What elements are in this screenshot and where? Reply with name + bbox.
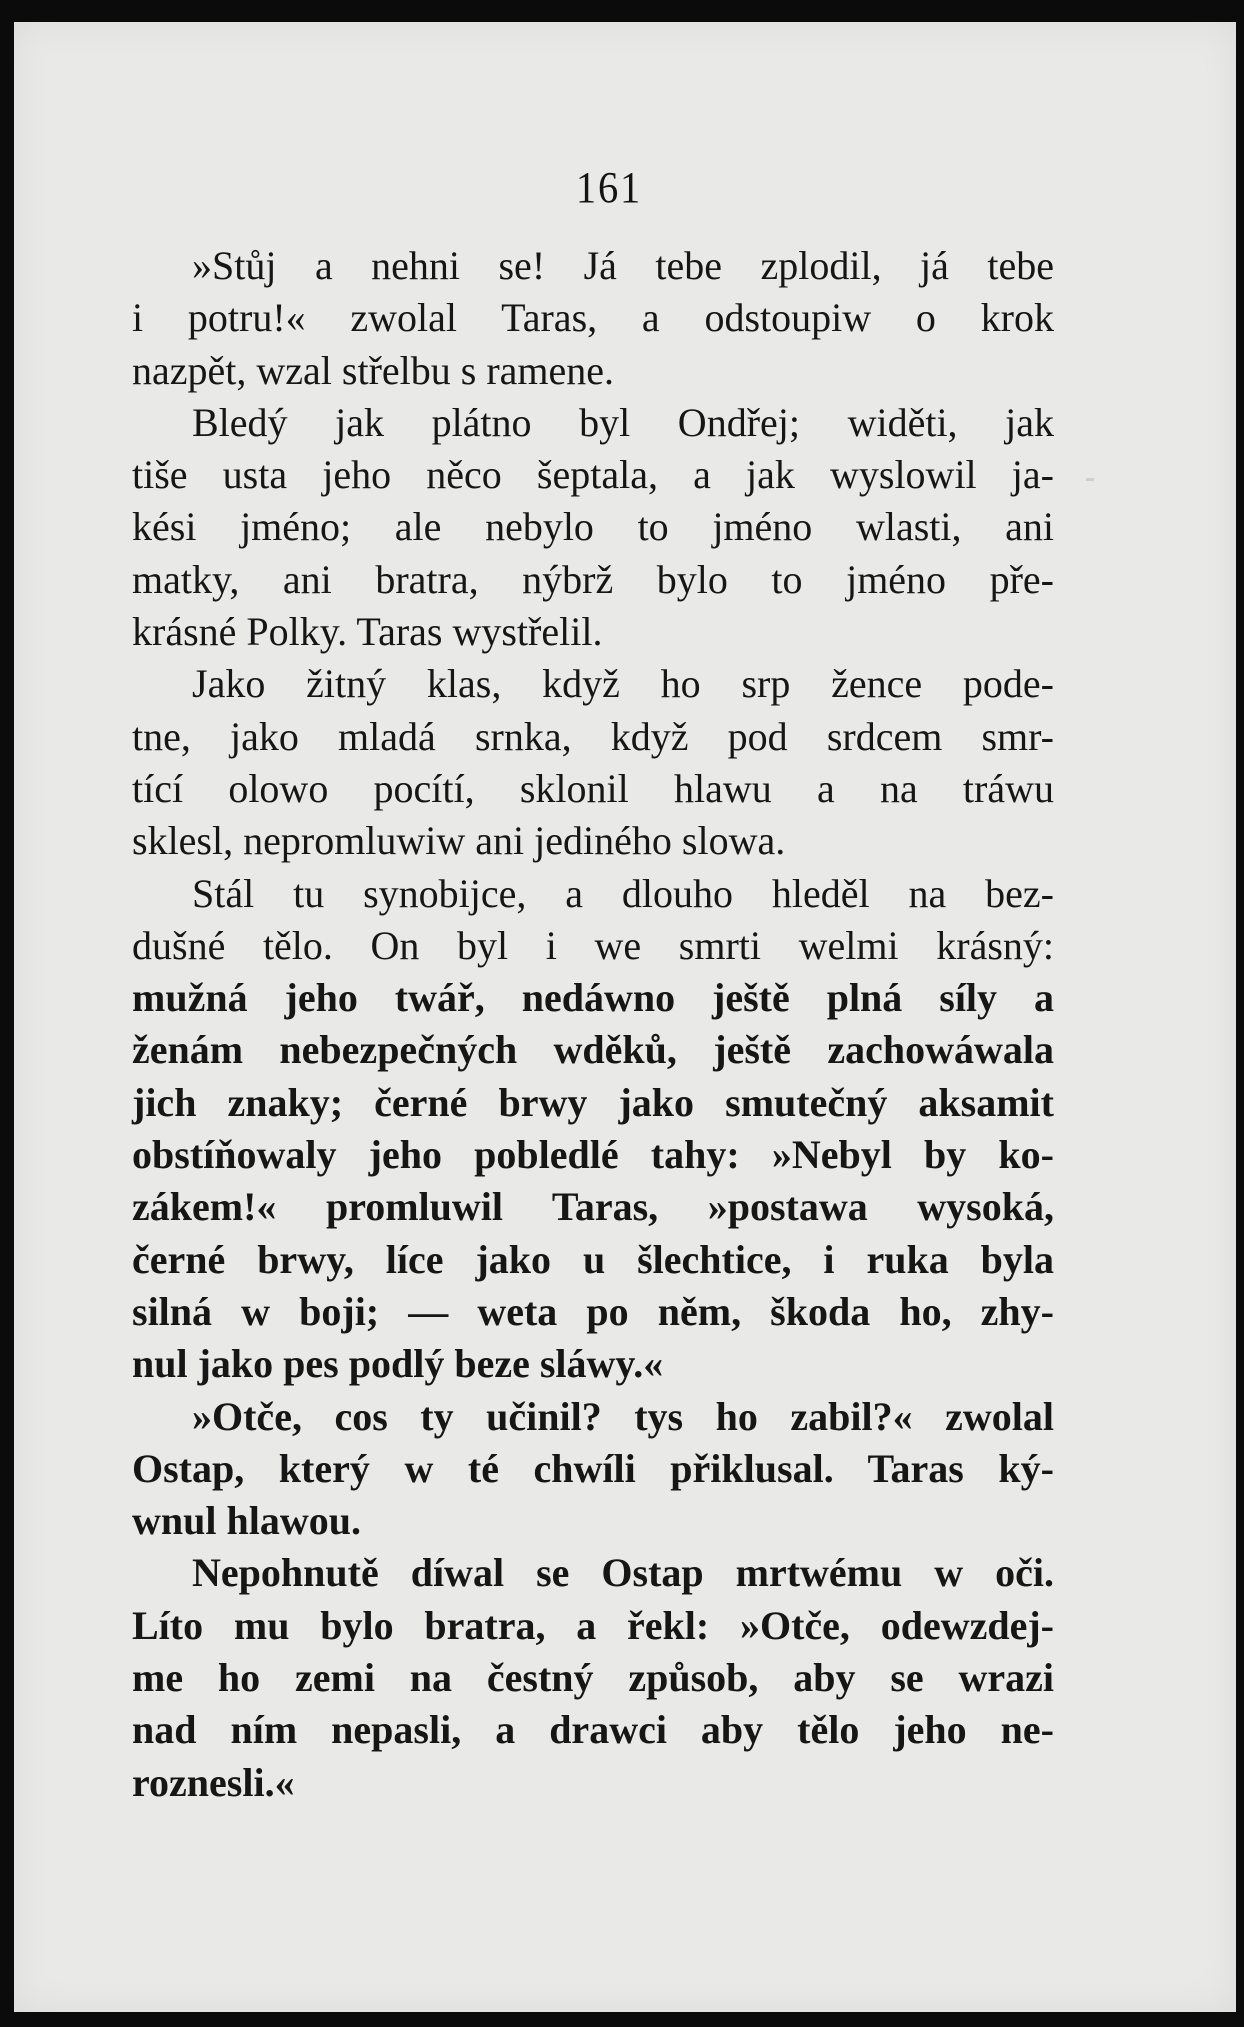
text-line: Líto mu bylo bratra, a řekl: »Otče, odewzdej- bbox=[132, 1602, 1054, 1648]
text-line: mužná jeho twář, nedáwno ještě plná síly a bbox=[132, 975, 1054, 1021]
text-line: matky, ani bratra, nýbrž bylo to jméno pře- bbox=[132, 556, 1054, 602]
text-line: nul jako pes podlý beze sláwy.« bbox=[132, 1341, 664, 1387]
text-line: sklesl, nepromluwiw ani jediného slowa. bbox=[132, 818, 786, 864]
text-line: me ho zemi na čestný způsob, aby se wrazi bbox=[132, 1655, 1054, 1701]
text-line: wnul hlawou. bbox=[132, 1498, 361, 1544]
page-number: 161 bbox=[575, 163, 643, 212]
text-line: obstíňowaly jeho pobledlé tahy: »Nebyl by ko- bbox=[132, 1132, 1054, 1178]
text-line: jich znaky; černé brwy jako smutečný aksamit bbox=[132, 1079, 1054, 1125]
text-line: Nepohnutě díwal se Ostap mrtwému w oči. bbox=[192, 1550, 1054, 1596]
book-page bbox=[14, 22, 1236, 2012]
text-line: tiše usta jeho něco šeptala, a jak wyslowil ja- bbox=[132, 452, 1054, 498]
text-line: Jako žitný klas, když ho srp žence pode- bbox=[192, 661, 1054, 707]
text-line: nad ním nepasli, a drawci aby tělo jeho ne- bbox=[132, 1707, 1054, 1753]
text-line: tne, jako mladá srnka, když pod srdcem smr- bbox=[132, 713, 1054, 759]
text-line: silná w boji; — weta po něm, škoda ho, zhy- bbox=[132, 1288, 1054, 1334]
text-line: krásné Polky. Taras wystřelil. bbox=[132, 609, 603, 655]
text-line: roznesli.« bbox=[132, 1759, 295, 1805]
text-line: »Otče, cos ty učinil? tys ho zabil?« zwolal bbox=[192, 1393, 1054, 1439]
text-line: dušné tělo. On byl i we smrti welmi krásný: bbox=[132, 922, 1054, 968]
body-text bbox=[132, 240, 1054, 1809]
text-line: i potru!« zwolal Taras, a odstoupiw o krok bbox=[132, 295, 1054, 341]
text-line: ženám nebezpečných wděků, ještě zachowáwala bbox=[132, 1027, 1054, 1073]
text-line: zákem!« promluwil Taras, »postawa wysoká, bbox=[132, 1184, 1054, 1230]
text-line: černé brwy, líce jako u šlechtice, i ruka byla bbox=[132, 1236, 1054, 1282]
text-line: kési jméno; ale nebylo to jméno wlasti, ani bbox=[132, 504, 1054, 550]
text-line: tící olowo pocítí, sklonil hlawu a na tráwu bbox=[132, 765, 1054, 811]
text-line: nazpět, wzal střelbu s ramene. bbox=[132, 347, 615, 393]
text-line: Ostap, který w té chwíli přiklusal. Taras ký- bbox=[132, 1445, 1054, 1491]
text-line: Bledý jak plátno byl Ondřej; widěti, jak bbox=[192, 399, 1054, 445]
text-line: »Stůj a nehni se! Já tebe zplodil, já tebe bbox=[192, 243, 1054, 288]
text-line: Stál tu synobijce, a dlouho hleděl na bez- bbox=[192, 870, 1054, 916]
edge-mark bbox=[1086, 478, 1094, 481]
